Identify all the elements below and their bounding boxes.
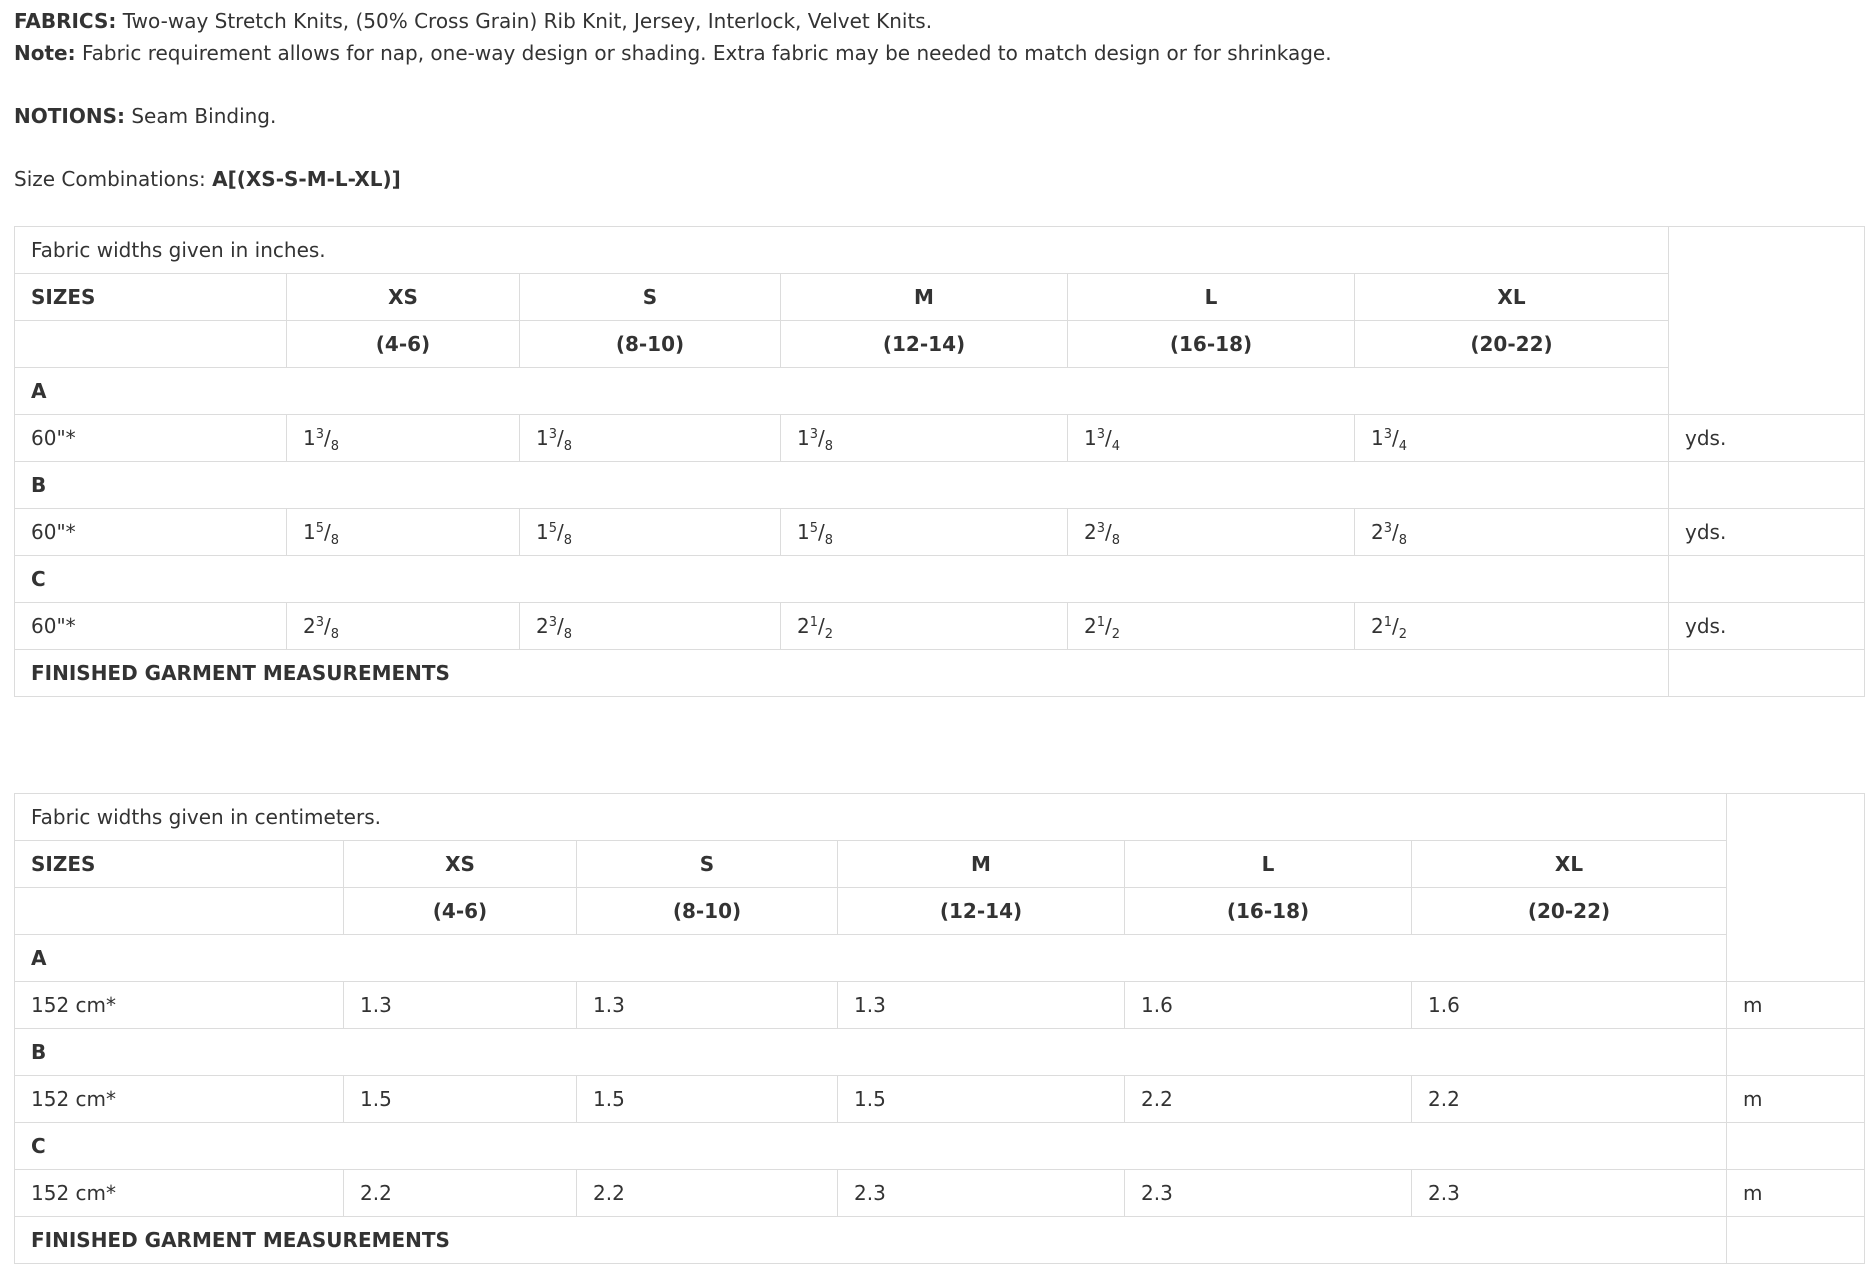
size-range: (4-6) (344, 888, 577, 935)
footer-row (15, 1217, 1865, 1264)
sizes-label: SIZES (15, 841, 344, 888)
empty-cell (1669, 227, 1865, 415)
fraction: $1^5/_8$ (536, 520, 573, 548)
size-range: (16-18) (1125, 888, 1412, 935)
unit-cell: m (1727, 982, 1865, 1029)
centimeters-yardage-table (14, 793, 1865, 1264)
meterage-cell: 1.5 (577, 1076, 838, 1123)
empty-cell (1727, 1029, 1865, 1076)
fabric-width: 60"* (15, 415, 287, 462)
meterage-cell: 1.5 (838, 1076, 1125, 1123)
fraction: $2^3/_8$ (303, 614, 340, 642)
note-line (14, 41, 1332, 65)
empty-cell (15, 321, 287, 368)
size-combinations-line (14, 167, 401, 191)
meterage-cell: 2.2 (1412, 1076, 1727, 1123)
fraction: $1^3/_8$ (536, 426, 573, 454)
unit-cell: yds. (1669, 603, 1865, 650)
view-label: A (15, 935, 1727, 982)
sizes-label: SIZES (15, 274, 287, 321)
table-caption: Fabric widths given in centimeters. (15, 794, 1727, 841)
size-range: (12-14) (781, 321, 1068, 368)
sizes-row (15, 274, 1865, 321)
caption-row (15, 227, 1865, 274)
meterage-cell: 2.3 (1125, 1170, 1412, 1217)
unit-cell: m (1727, 1076, 1865, 1123)
meterage-cell: 2.2 (577, 1170, 838, 1217)
table-row (15, 509, 1865, 556)
fraction: $1^3/_4$ (1084, 426, 1121, 454)
empty-cell (1669, 650, 1865, 697)
notions-text: Seam Binding. (124, 104, 277, 128)
table-row (15, 982, 1865, 1029)
fraction: $2^3/_8$ (1371, 520, 1408, 548)
meterage-cell: 2.3 (838, 1170, 1125, 1217)
fraction: $2^3/_8$ (1084, 520, 1121, 548)
yardage-cell (1068, 415, 1355, 462)
fraction: $1^3/_4$ (1371, 426, 1408, 454)
size-range: (20-22) (1412, 888, 1727, 935)
fraction: $1^5/_8$ (797, 520, 834, 548)
size-range: (4-6) (287, 321, 520, 368)
empty-cell (1669, 462, 1865, 509)
size-range: (16-18) (1068, 321, 1355, 368)
notions-line (14, 104, 276, 128)
size-header: S (577, 841, 838, 888)
yardage-cell (781, 603, 1068, 650)
meterage-cell: 1.3 (344, 982, 577, 1029)
fabric-width: 152 cm* (15, 1170, 344, 1217)
view-label: C (15, 556, 1669, 603)
size-range: (8-10) (520, 321, 781, 368)
view-label: C (15, 1123, 1727, 1170)
size-header: L (1125, 841, 1412, 888)
fabric-width: 152 cm* (15, 982, 344, 1029)
meterage-cell: 2.2 (1125, 1076, 1412, 1123)
empty-cell (15, 888, 344, 935)
size-header: XL (1355, 274, 1669, 321)
table-row (15, 1170, 1865, 1217)
view-label: A (15, 368, 1669, 415)
unit-cell: yds. (1669, 509, 1865, 556)
notions-label: NOTIONS: (14, 104, 125, 128)
fraction: $1^5/_8$ (303, 520, 340, 548)
fabric-width: 60"* (15, 509, 287, 556)
yardage-cell (781, 509, 1068, 556)
meterage-cell: 1.6 (1125, 982, 1412, 1029)
fraction: $2^1/_2$ (1084, 614, 1121, 642)
view-header-row (15, 462, 1865, 509)
fabrics-line (14, 9, 932, 33)
unit-cell: yds. (1669, 415, 1865, 462)
view-label: B (15, 462, 1669, 509)
yardage-cell (520, 509, 781, 556)
meterage-cell: 1.6 (1412, 982, 1727, 1029)
view-header-row (15, 935, 1865, 982)
table-row (15, 1076, 1865, 1123)
finished-measurements-label: FINISHED GARMENT MEASUREMENTS (15, 1217, 1727, 1264)
note-text: Fabric requirement allows for nap, one-way design or shading. Extra fabric may be needed to match design or for shrinkage. (75, 41, 1332, 65)
unit-cell: m (1727, 1170, 1865, 1217)
fabric-width: 152 cm* (15, 1076, 344, 1123)
empty-cell (1727, 1217, 1865, 1264)
meterage-cell: 1.3 (577, 982, 838, 1029)
yardage-cell (520, 603, 781, 650)
table-row (15, 603, 1865, 650)
inches-yardage-table (14, 226, 1865, 697)
fraction: $1^3/_8$ (797, 426, 834, 454)
size-range: (20-22) (1355, 321, 1669, 368)
ranges-row (15, 888, 1865, 935)
size-header: M (781, 274, 1068, 321)
ranges-row (15, 321, 1865, 368)
fabrics-label: FABRICS: (14, 9, 117, 33)
sizes-row (15, 841, 1865, 888)
note-label: Note: (14, 41, 76, 65)
footer-row (15, 650, 1865, 697)
size-header: M (838, 841, 1125, 888)
yardage-cell (520, 415, 781, 462)
size-combinations-value: A[(XS-S-M-L-XL)] (212, 167, 401, 191)
yardage-cell (781, 415, 1068, 462)
fabric-width: 60"* (15, 603, 287, 650)
meterage-cell: 1.5 (344, 1076, 577, 1123)
view-header-row (15, 556, 1865, 603)
fraction: $2^1/_2$ (1371, 614, 1408, 642)
size-range: (8-10) (577, 888, 838, 935)
size-header: XS (344, 841, 577, 888)
yardage-cell (1355, 509, 1669, 556)
fraction: $1^3/_8$ (303, 426, 340, 454)
view-header-row (15, 1029, 1865, 1076)
yardage-cell (287, 603, 520, 650)
meterage-cell: 2.3 (1412, 1170, 1727, 1217)
meterage-cell: 2.2 (344, 1170, 577, 1217)
size-header: XL (1412, 841, 1727, 888)
yardage-cell (287, 509, 520, 556)
fraction: $2^3/_8$ (536, 614, 573, 642)
view-label: B (15, 1029, 1727, 1076)
caption-row (15, 794, 1865, 841)
size-combinations-label: Size Combinations: (14, 167, 213, 191)
table-caption: Fabric widths given in inches. (15, 227, 1669, 274)
yardage-cell (1068, 509, 1355, 556)
fabrics-text: Two-way Stretch Knits, (50% Cross Grain) Rib Knit, Jersey, Interlock, Velvet Knits. (116, 9, 933, 33)
size-header: L (1068, 274, 1355, 321)
size-header: S (520, 274, 781, 321)
view-header-row (15, 1123, 1865, 1170)
size-range: (12-14) (838, 888, 1125, 935)
yardage-cell (287, 415, 520, 462)
fraction: $2^1/_2$ (797, 614, 834, 642)
meterage-cell: 1.3 (838, 982, 1125, 1029)
empty-cell (1669, 556, 1865, 603)
table-row (15, 415, 1865, 462)
size-header: XS (287, 274, 520, 321)
yardage-cell (1355, 603, 1669, 650)
yardage-cell (1068, 603, 1355, 650)
view-header-row (15, 368, 1865, 415)
empty-cell (1727, 794, 1865, 982)
finished-measurements-label: FINISHED GARMENT MEASUREMENTS (15, 650, 1669, 697)
empty-cell (1727, 1123, 1865, 1170)
yardage-cell (1355, 415, 1669, 462)
